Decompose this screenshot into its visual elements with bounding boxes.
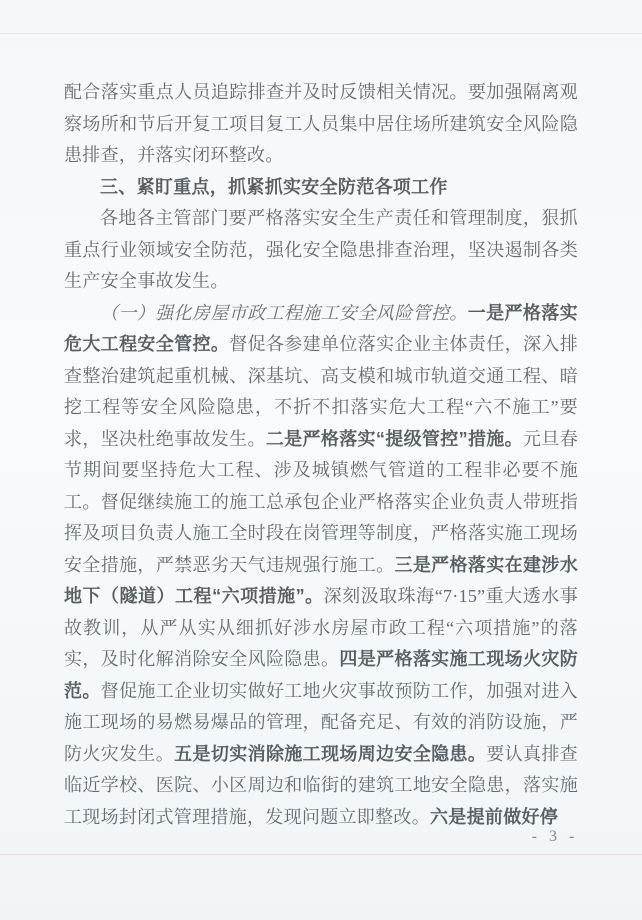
text-run-normal: 各地各主管部门要严格落实安全生产责任和管理制度，狠抓重点行业领域安全防范，强化安全隐患排查治理，坚决遏制各类生产安全事故发生。 [64, 208, 578, 291]
scan-artifact-line [0, 854, 642, 855]
text-run-bold: 一是严格落实危大工程安全管控。 [64, 302, 578, 354]
page-number: - 3 - [531, 828, 579, 845]
document-content [64, 77, 578, 833]
text-run-normal: 配合落实重点人员追踪排查并及时反馈相关情况。要加强隔离观察场所和节后开复工项目复工人员集中居住场所建筑安全风险隐患排查，并落实闭环整改。 [64, 82, 578, 165]
paragraph [64, 298, 578, 834]
text-run-normal: 督促各参建单位落实企业主体责任，深入排查整治建筑起重机械、深基坑、高支模和城市轨道交通工程、暗挖工程等安全风险隐患，不折不扣落实危大工程“六不施工”要求，坚决杜绝事故发生。 [64, 334, 578, 449]
paragraph [64, 203, 578, 298]
paragraph [64, 77, 578, 172]
text-run-kaiti: （一）强化房屋市政工程施工安全风险管控。 [100, 302, 468, 323]
text-run-bold: 四是严格落实施工现场火灾防范。 [64, 649, 578, 701]
text-run-normal: 要认真排查临近学校、医院、小区周边和临街的建筑工地安全隐患，落实施工现场封闭式管理措施，发现问题立即整改。 [64, 743, 578, 827]
text-run-bold: 六是提前做好停 [430, 806, 559, 827]
text-run-bold: 三、紧盯重点，抓紧抓实安全防范各项工作 [100, 176, 448, 197]
scan-artifact-line [0, 33, 642, 34]
text-run-bold: 二是严格落实“提级管控”措施。 [265, 428, 523, 449]
section-heading [64, 172, 578, 204]
text-run-normal: 督促施工企业切实做好工地火灾事故预防工作，加强对进入施工现场的易燃易爆品的管理，配备充足、有效的消防设施，严防火灾发生。 [64, 680, 578, 764]
text-run-bold: 三是严格落实在建涉水地下（隧道）工程“六项措施”。 [64, 554, 578, 606]
text-run-bold: 五是切实消除施工现场周边安全隐患。 [174, 743, 487, 764]
text-run-normal: 深刻汲取珠海“7·15”重大透水事故教训，从严从实从细抓好涉水房屋市政工程“六项措施”的落实，及时化解消除安全风险隐患。 [64, 586, 579, 669]
text-run-normal: 元旦春节期间要坚持危大工程、涉及城镇燃气管道的工程非必要不施工。督促继续施工的施工总承包企业严格落实企业负责人带班指挥及项目负责人施工全时段在岗管理等制度，严格落实施工现场安全措施，严禁恶劣天气违规强行施工。 [64, 428, 578, 575]
